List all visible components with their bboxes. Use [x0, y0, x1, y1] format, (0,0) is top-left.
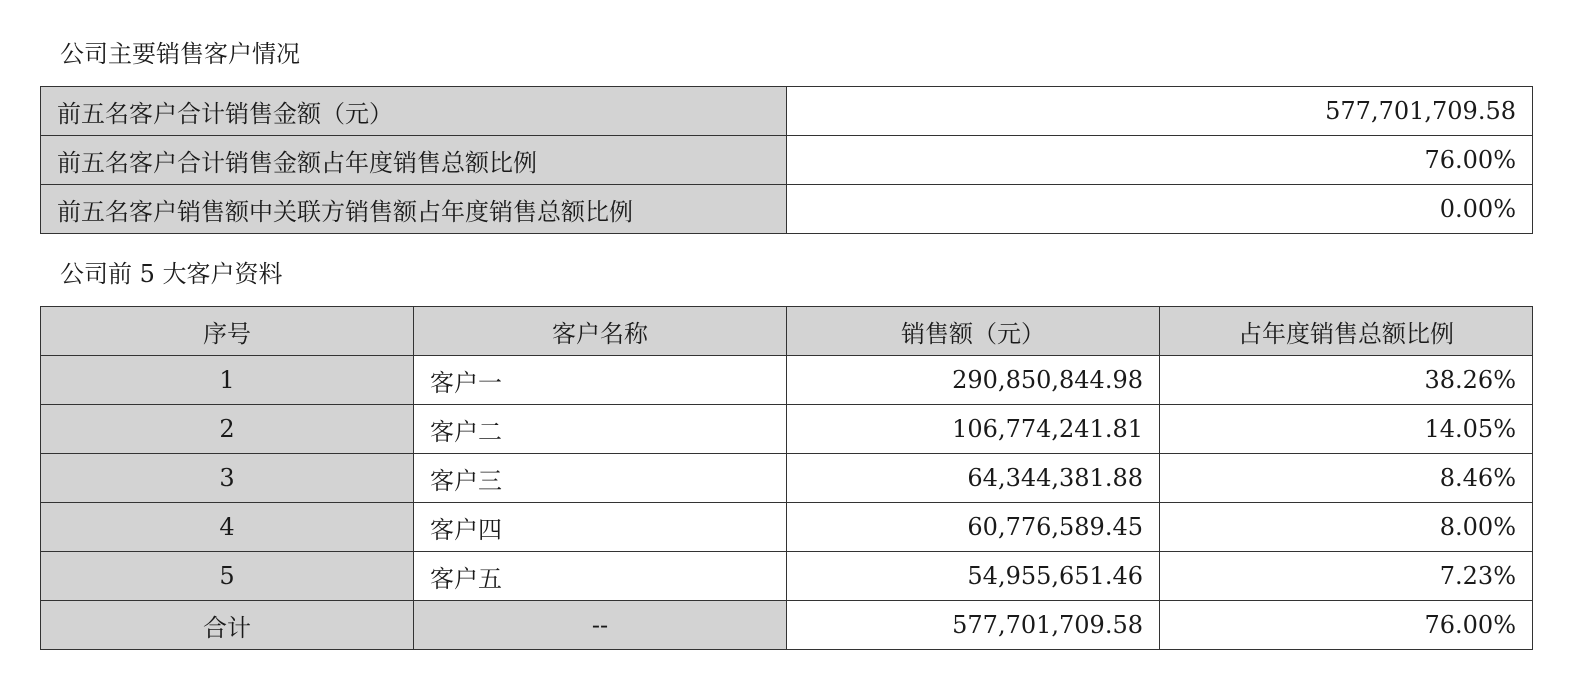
total-label: 合计	[41, 601, 414, 650]
section-title-top5-customers: 公司前 5 大客户资料	[60, 260, 283, 288]
customer-name: 客户四	[414, 503, 787, 552]
column-header-no: 序号	[41, 307, 414, 356]
row-no: 1	[41, 356, 414, 405]
sales-ratio: 7.23%	[1160, 552, 1533, 601]
table-row	[41, 405, 1533, 454]
row-no: 5	[41, 552, 414, 601]
summary-label: 前五名客户合计销售金额（元）	[41, 87, 787, 136]
customer-name: 客户三	[414, 454, 787, 503]
summary-value: 76.00%	[787, 136, 1533, 185]
summary-label: 前五名客户销售额中关联方销售额占年度销售总额比例	[41, 185, 787, 234]
table-total-row	[41, 601, 1533, 650]
sales-ratio: 8.00%	[1160, 503, 1533, 552]
top5-customer-table	[40, 306, 1533, 650]
table-row	[41, 552, 1533, 601]
summary-label: 前五名客户合计销售金额占年度销售总额比例	[41, 136, 787, 185]
column-header-sales-ratio: 占年度销售总额比例	[1160, 307, 1533, 356]
sales-ratio: 38.26%	[1160, 356, 1533, 405]
total-sales-ratio: 76.00%	[1160, 601, 1533, 650]
sales-ratio: 14.05%	[1160, 405, 1533, 454]
customer-name: 客户二	[414, 405, 787, 454]
table-row	[41, 503, 1533, 552]
summary-value: 0.00%	[787, 185, 1533, 234]
sales-amount: 60,776,589.45	[787, 503, 1160, 552]
customer-name: 客户五	[414, 552, 787, 601]
row-no: 4	[41, 503, 414, 552]
table-header-row	[41, 307, 1533, 356]
table-row	[41, 87, 1533, 136]
customer-name: 客户一	[414, 356, 787, 405]
section-title-major-customers: 公司主要销售客户情况	[60, 40, 300, 68]
table-row	[41, 136, 1533, 185]
customer-summary-table	[40, 86, 1533, 234]
sales-amount: 54,955,651.46	[787, 552, 1160, 601]
row-no: 2	[41, 405, 414, 454]
total-name-placeholder: --	[414, 601, 787, 650]
sales-amount: 290,850,844.98	[787, 356, 1160, 405]
table-row	[41, 454, 1533, 503]
sales-amount: 106,774,241.81	[787, 405, 1160, 454]
column-header-sales-amount: 销售额（元）	[787, 307, 1160, 356]
summary-value: 577,701,709.58	[787, 87, 1533, 136]
sales-amount: 64,344,381.88	[787, 454, 1160, 503]
sales-ratio: 8.46%	[1160, 454, 1533, 503]
column-header-customer-name: 客户名称	[414, 307, 787, 356]
table-row	[41, 356, 1533, 405]
row-no: 3	[41, 454, 414, 503]
table-row	[41, 185, 1533, 234]
total-sales-amount: 577,701,709.58	[787, 601, 1160, 650]
